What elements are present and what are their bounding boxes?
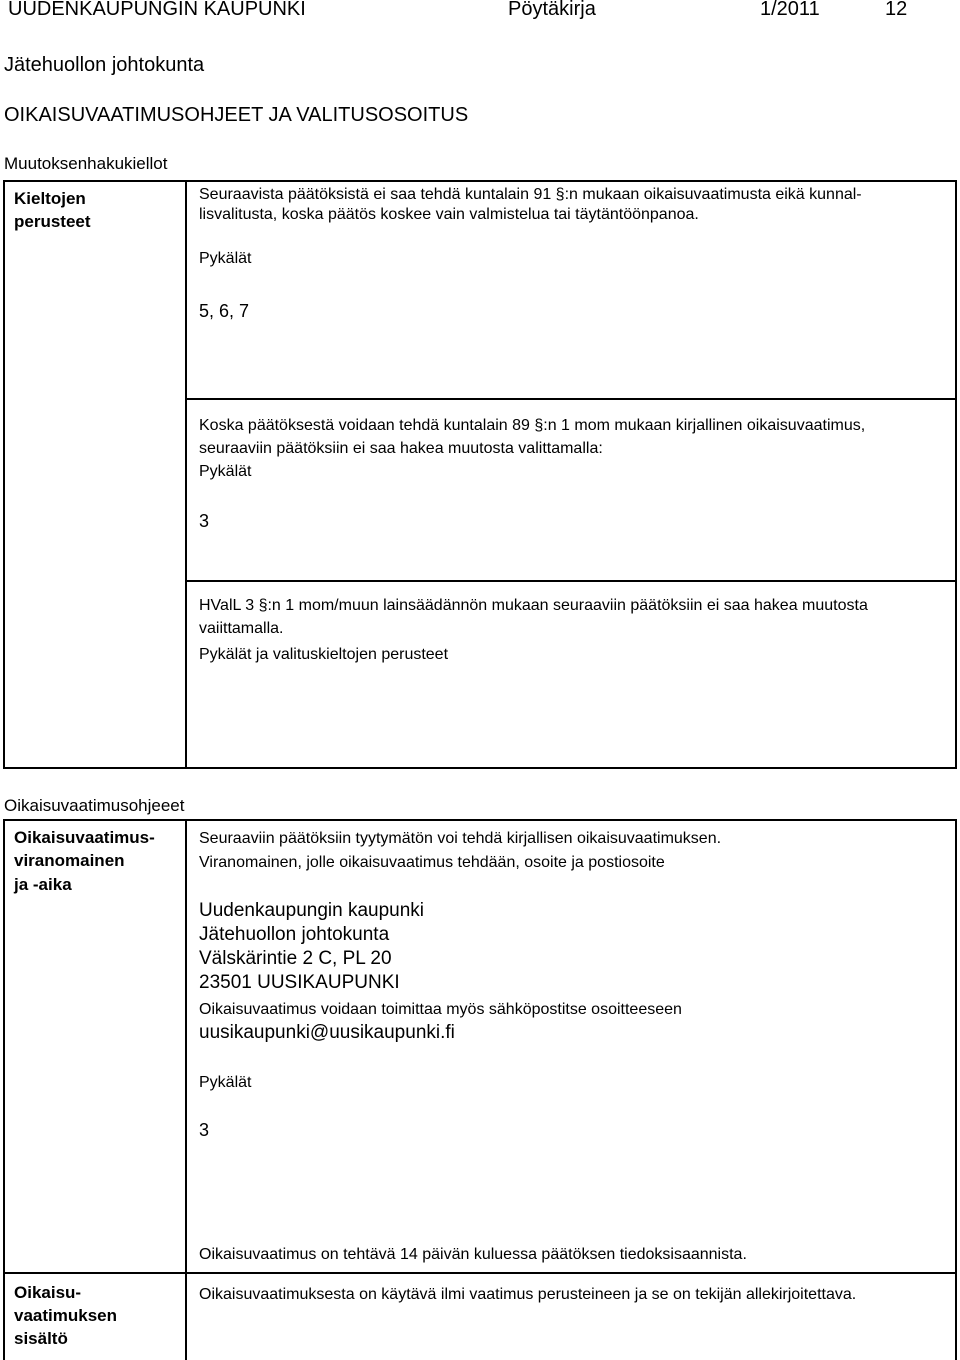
page-number: 12 [885, 0, 908, 20]
pykalat-label-4: Pykälät [199, 1074, 252, 1091]
deadline-text: Oikaisuvaatimus on tehtävä 14 päivän kuluessa päätöksen tiedoksisaannista. [199, 1246, 747, 1263]
pykalat-label-2: Pykälät [199, 463, 252, 480]
section1-heading: Muutoksenhakukiellot [4, 154, 168, 173]
table2-top-border [3, 819, 957, 821]
viranomainen-label-line1: Oikaisuvaatimus- [14, 828, 155, 847]
document-type: Pöytäkirja [508, 0, 596, 20]
para2-line1: Koska päätöksestä voidaan tehdä kuntalain 89 §:n 1 mom mukaan kirjallinen oikaisuvaatimus, [199, 417, 866, 434]
email-address: uusikaupunki@uusikaupunki.fi [199, 1022, 455, 1043]
para2-line2: seuraaviin päätöksiin ei saa hakea muutosta valittamalla: [199, 440, 603, 457]
table1-top-border [3, 180, 957, 182]
appeal-intro-line: Seuraaviin päätöksiin tyytymätön voi tehdä kirjallisen oikaisuvaatimuksen. [199, 830, 722, 847]
table1-left-border [3, 180, 5, 768]
kieltojen-label-line2: perusteet [14, 212, 91, 231]
table1-row-divider-2 [187, 580, 957, 582]
para1-line2: lisvalitusta, koska päätös koskee vain valmistelua tai täytäntöönpanoa. [199, 206, 699, 223]
section2-heading: Oikaisuvaatimusohjeeet [4, 796, 185, 815]
municipality-name: UUDENKAUPUNGIN KAUPUNKI [8, 0, 306, 20]
para3-line1: HValL 3 §:n 1 mom/muun lainsäädännön mukaan seuraaviin päätöksiin ei saa hakea muutosta [199, 597, 868, 614]
sisalto-label-line3: sisältö [14, 1329, 68, 1348]
viranomainen-label-line3: ja -aika [14, 875, 72, 894]
table1-right-border [955, 180, 957, 768]
table1-bottom-border [3, 767, 957, 769]
pykalat-label-3: Pykälät ja valituskieltojen perusteet [199, 646, 449, 663]
table2-row-divider [3, 1272, 957, 1274]
document-number: 1/2011 [760, 0, 820, 20]
table2-right-border [955, 819, 957, 1360]
para3-line2: vaiittamalla. [199, 620, 284, 637]
pykalat-value-1: 5, 6, 7 [199, 301, 250, 321]
sisalto-label-line1: Oikaisu- [14, 1283, 82, 1302]
table2-left-border [3, 819, 5, 1360]
viranomainen-label-line2: viranomainen [14, 851, 125, 870]
kieltojen-label-line1: Kieltojen [14, 189, 86, 208]
table2-column-divider [185, 819, 187, 1360]
sisalto-label-line2: vaatimuksen [14, 1306, 117, 1325]
pykalat-label-1: Pykälät [199, 250, 252, 267]
para1-line1: Seuraavista päätöksistä ei saa tehdä kuntalain 91 §:n mukaan oikaisuvaatimusta eikä kunnal- [199, 186, 862, 203]
address-line4: 23501 UUSIKAUPUNKI [199, 972, 400, 993]
address-line1: Uudenkaupungin kaupunki [199, 900, 425, 921]
content-requirement-text: Oikaisuvaatimuksesta on käytävä ilmi vaatimus perusteineen ja se on tekijän allekirjoitettava. [199, 1286, 857, 1303]
table1-column-divider [185, 180, 187, 768]
authority-address-intro: Viranomainen, jolle oikaisuvaatimus tehdään, osoite ja postiosoite [199, 854, 665, 871]
main-title: OIKAISUVAATIMUSOHJEET JA VALITUSOSOITUS [4, 104, 469, 126]
pykalat-value-4: 3 [199, 1120, 210, 1140]
address-line2: Jätehuollon johtokunta [199, 924, 390, 945]
table1-row-divider-1 [187, 398, 957, 400]
address-line3: Välskärintie 2 C, PL 20 [199, 948, 392, 969]
pykalat-value-2: 3 [199, 511, 210, 531]
email-intro: Oikaisuvaatimus voidaan toimittaa myös sähköpostitse osoitteeseen [199, 1001, 682, 1018]
committee-name: Jätehuollon johtokunta [4, 54, 205, 76]
